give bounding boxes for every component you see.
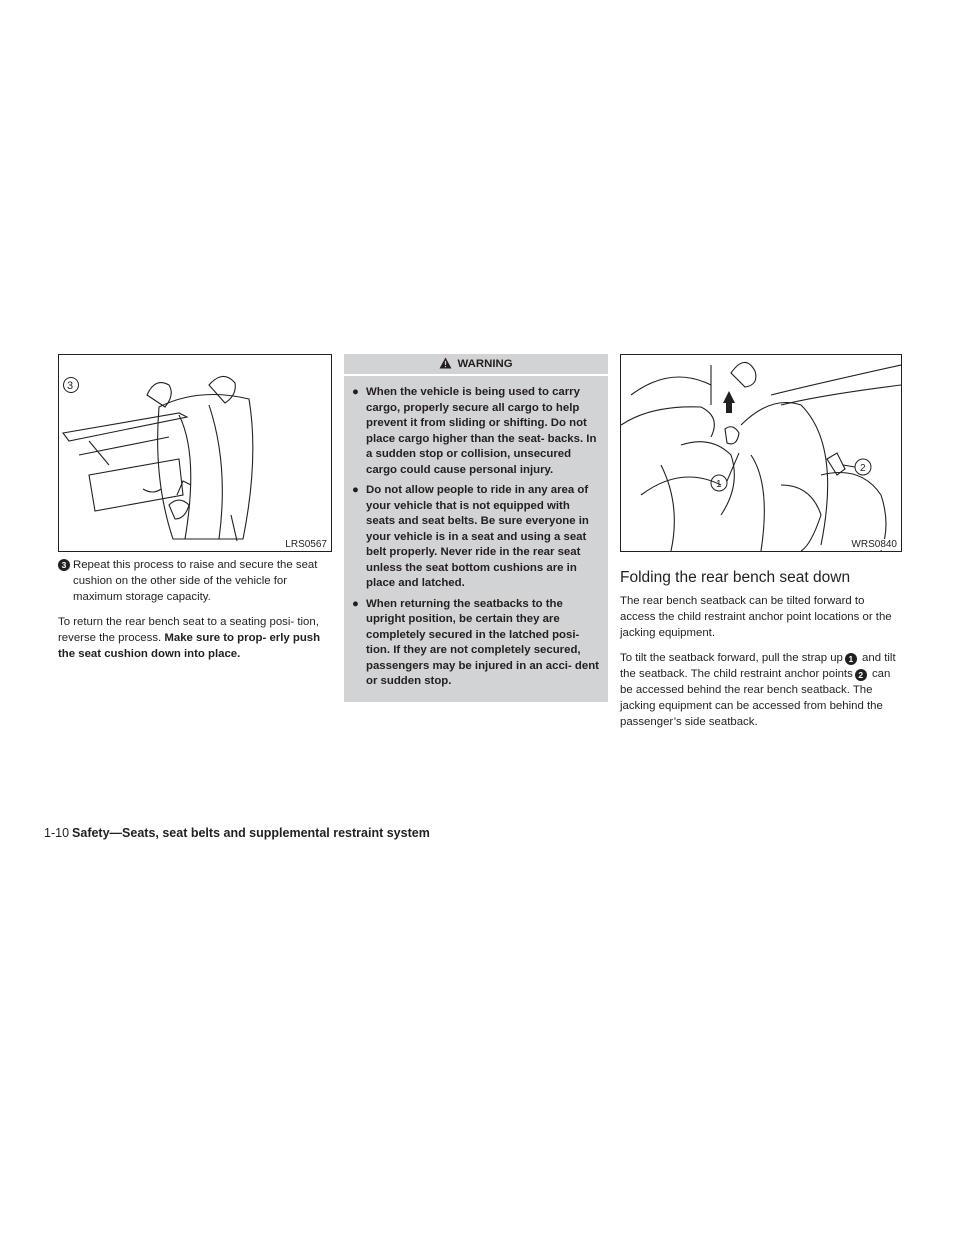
step-number-badge: 3: [58, 559, 70, 571]
instructions-paragraph: [620, 650, 902, 730]
figure-code: WRS0840: [851, 539, 897, 550]
seat-cushion-illustration: [59, 355, 331, 551]
warning-triangle-icon: [439, 356, 452, 376]
warning-item-text: When returning the seatbacks to the upright position, be certain they are completely secured in the latched posi- tion. If they are not completely secured, passengers may be injured in an acci- dent or sudden stop.: [366, 597, 599, 687]
bullet-icon: ●: [352, 484, 359, 496]
warning-item: [350, 385, 602, 478]
return-seat-paragraph: [58, 614, 332, 662]
seatback-strap-figure: [620, 354, 902, 552]
figure-code: LRS0567: [285, 539, 327, 550]
bullet-icon: ●: [352, 597, 359, 610]
instructions-text-a: To tilt the seatback forward, pull the strap up: [620, 652, 843, 664]
middle-column: [344, 354, 608, 702]
right-column: [620, 354, 902, 730]
warning-item-text: Do not allow people to ride in any area of your vehicle that is not equipped with seats and seat belts. Be sure everyone in your vehicle is in a seat and using a seat belt properly. Never ride in the rear seat unless the seat bottom cushions are in place and latched.: [366, 484, 589, 589]
figure-callout-2: 2: [860, 463, 866, 474]
section-title: Safety—Seats, seat belts and supplemental restraint system: [72, 826, 430, 840]
intro-paragraph: The rear bench seatback can be tilted forward to access the child restraint anchor point locations or the jacking equipment.: [620, 595, 892, 639]
up-arrow-icon: [723, 391, 735, 413]
seatback-strap-illustration: [621, 355, 901, 551]
left-column: [58, 354, 332, 662]
warning-item: [350, 597, 602, 690]
instructions-text-b: and tilt the seatback. The child restraint anchor points: [620, 652, 896, 680]
step-text: Repeat this process to raise and secure the seat cushion on the other side of the vehicle for maximum storage capacity.: [73, 559, 318, 603]
return-seat-emphasis: Make sure to prop- erly push the seat cushion down into place.: [58, 632, 321, 660]
bullet-icon: ●: [352, 386, 359, 398]
return-seat-text: To return the rear bench seat to a seating posi- tion, reverse the process.: [58, 616, 319, 644]
warning-title: WARNING: [457, 358, 513, 370]
seat-cushion-figure: [58, 354, 332, 552]
step-3: [58, 557, 332, 605]
warning-item-text: When the vehicle is being used to carry cargo, properly secure all cargo to help prevent it from sliding or shifting. Do not place cargo higher than the seat- backs. In a sudden stop or collision, unsecured cargo could cause personal injury.: [366, 386, 597, 476]
page-footer: [44, 826, 430, 840]
warning-header: [344, 354, 608, 376]
page-number: 1-10: [44, 826, 70, 840]
warning-box: [344, 354, 608, 702]
callout-badge-1: 1: [845, 653, 857, 665]
figure-callout-3: 3: [67, 380, 74, 392]
section-heading: Folding the rear bench seat down: [620, 569, 851, 586]
figure-callout-1: 1: [716, 479, 722, 490]
warning-item: [350, 483, 602, 592]
callout-badge-2: 2: [855, 669, 867, 681]
instructions-text-c: can be accessed behind the rear bench seatback. The jacking equipment can be accessed from behind the passenger’s side seatback.: [620, 668, 891, 728]
warning-list: [344, 376, 608, 690]
